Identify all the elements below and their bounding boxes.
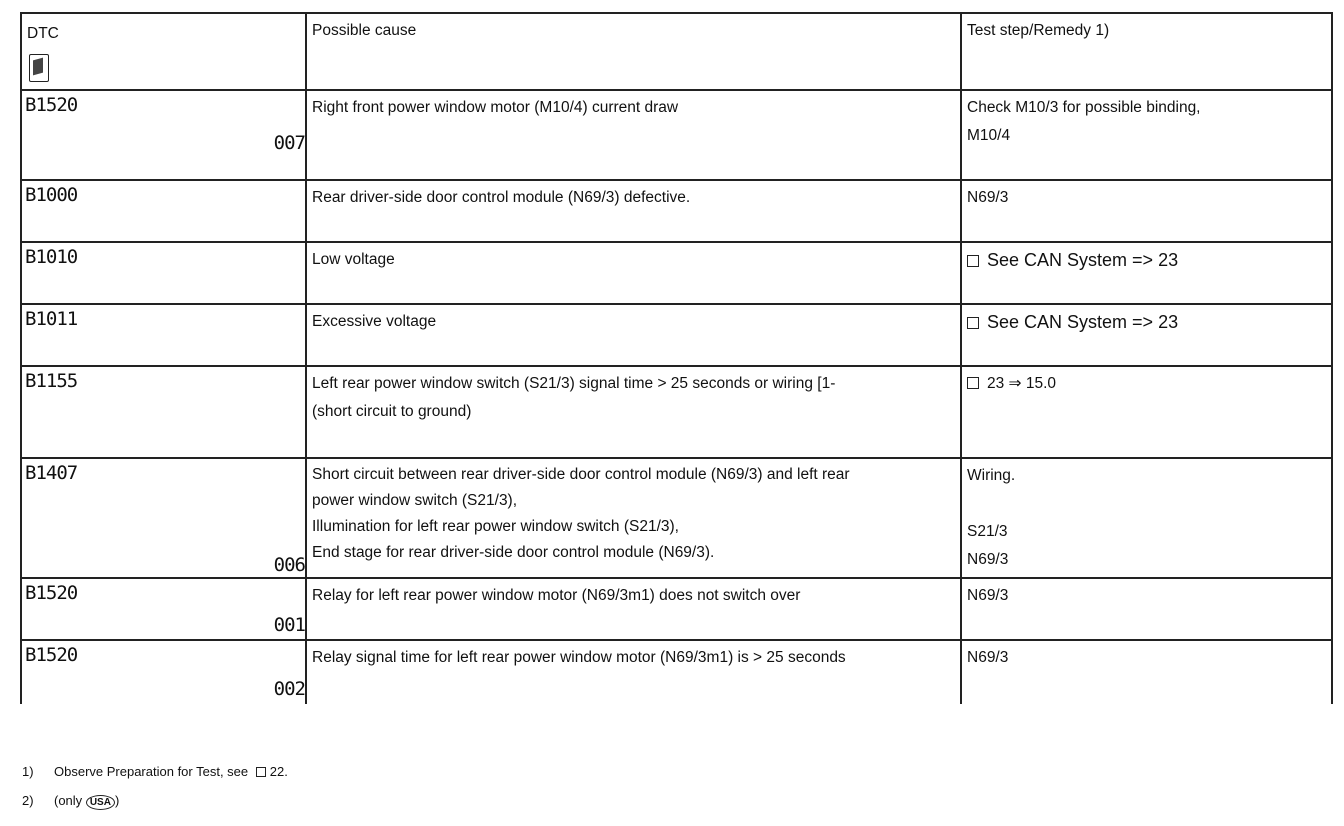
dtc-subcode: 001 [273,614,305,636]
remedy-line: S21/3 [967,523,1008,540]
remedy-line: N69/3 [967,189,1009,206]
cause-line: Relay signal time for left rear power window motor (N69/3m1) is > 25 seconds [312,649,846,666]
table-row [21,366,1332,458]
remedy-line: N69/3 [967,587,1009,604]
remedy-line: 23 ⇒ 15.0 [987,375,1057,392]
dtc-table [20,12,1333,704]
remedy-line: See CAN System => 23 [987,312,1179,332]
remedy-line: See CAN System => 23 [987,250,1179,270]
header-remedy: Test step/Remedy 1) [961,13,1332,90]
remedy-line: Check M10/3 for possible binding, [967,99,1201,116]
remedy-line: N69/3 [967,551,1009,568]
dtc-code: B1010 [25,246,78,268]
table-row [21,640,1332,704]
cause-line: Illumination for left rear power window switch (S21/3), [312,518,679,535]
table-row [21,242,1332,304]
usa-badge: USA [86,795,115,810]
dtc-code: B1011 [25,308,78,330]
remedy-line: M10/4 [967,127,1011,144]
cause-line: Relay for left rear power window motor (N69/3m1) does not switch over [312,587,801,604]
reference-box-icon [967,255,979,267]
reference-box-icon [256,767,266,777]
cause-line: (short circuit to ground) [312,403,472,420]
footnote-2: 2) (only USA ) [22,793,120,808]
dtc-code: B1520 [25,644,78,666]
footnote-1: 1) Observe Preparation for Test, see 22. [22,764,288,779]
cause-line: Right front power window motor (M10/4) current draw [312,99,679,116]
reference-box-icon [967,317,979,329]
table-row [21,180,1332,242]
remedy-line: Wiring. [967,467,1016,484]
remedy-line [967,490,1331,518]
dtc-code: B1407 [25,462,78,484]
tester-icon [29,54,49,82]
cause-line: Left rear power window switch (S21/3) signal time > 25 seconds or wiring [1- [312,375,836,392]
dtc-code: B1520 [25,94,78,116]
table-row [21,90,1332,180]
table-header-row [21,13,1332,90]
cause-line: Low voltage [312,251,395,268]
reference-box-icon [967,377,979,389]
dtc-subcode: 002 [273,678,305,700]
dtc-subcode: 006 [273,554,305,576]
cause-line: Excessive voltage [312,313,437,330]
cause-line: power window switch (S21/3), [312,492,518,509]
header-dtc: DTC [21,13,306,90]
table-row [21,458,1332,578]
cause-line: End stage for rear driver-side door control module (N69/3). [312,544,715,561]
remedy-line: N69/3 [967,649,1009,666]
cause-line: Rear driver-side door control module (N69/3) defective. [312,189,691,206]
cause-line: Short circuit between rear driver-side door control module (N69/3) and left rear [312,466,850,483]
header-cause: Possible cause [306,13,961,90]
dtc-subcode: 007 [273,132,305,154]
dtc-code: B1520 [25,582,78,604]
dtc-code: B1155 [25,370,78,392]
dtc-code: B1000 [25,184,78,206]
table-row [21,578,1332,640]
table-row [21,304,1332,366]
